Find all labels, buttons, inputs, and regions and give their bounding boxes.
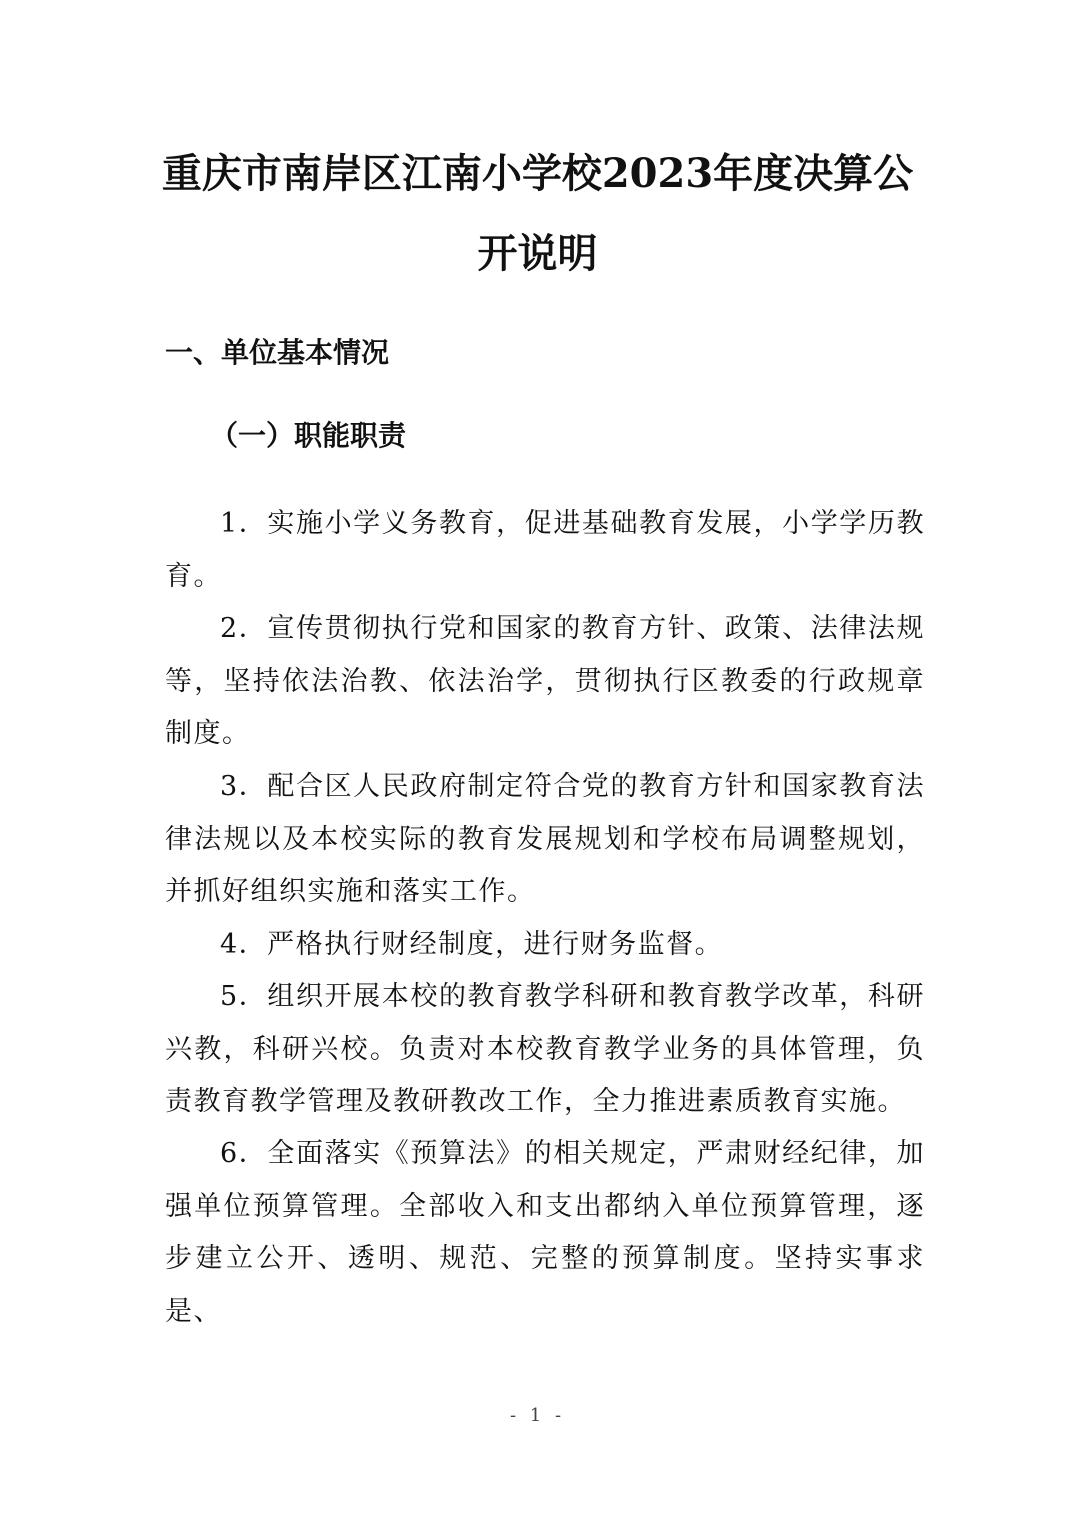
document-title-line1: 重庆市南岸区江南小学校2023年度决算公: [161, 150, 914, 197]
document-title-line2: 开说明: [477, 230, 598, 277]
section-heading-basic-info: 一、单位基本情况: [165, 336, 390, 369]
page-number: - 1 -: [509, 1405, 566, 1426]
paragraph-duty-5: 5．组织开展本校的教育教学科研和教育教学改革，科研兴教，科研兴校。负责对本校教育教学业务的具体管理，负责教育教学管理及教研教改工作，全力推进素质教育实施。: [165, 981, 925, 1117]
subsection-heading-duties: （一）职能职责: [210, 419, 407, 452]
paragraph-duty-6: 6．全面落实《预算法》的相关规定，严肃财经纪律，加强单位预算管理。全部收入和支出都纳入单位预算管理，逐步建立公开、透明、规范、完整的预算制度。坚持实事求是、: [165, 1138, 925, 1327]
paragraph-duty-1: 1．实施小学义务教育，促进基础教育发展，小学学历教育。: [165, 508, 925, 592]
paragraph-duty-3: 3．配合区人民政府制定符合党的教育方针和国家教育法律法规以及本校实际的教育发展规划和学校布局调整规划，并抓好组织实施和落实工作。: [165, 771, 925, 907]
paragraph-duty-4: 4．严格执行财经制度，进行财务监督。: [220, 929, 724, 960]
paragraph-duty-2: 2．宣传贯彻执行党和国家的教育方针、政策、法律法规等，坚持依法治教、依法治学，贯彻执行区教委的行政规章制度。: [165, 613, 925, 749]
